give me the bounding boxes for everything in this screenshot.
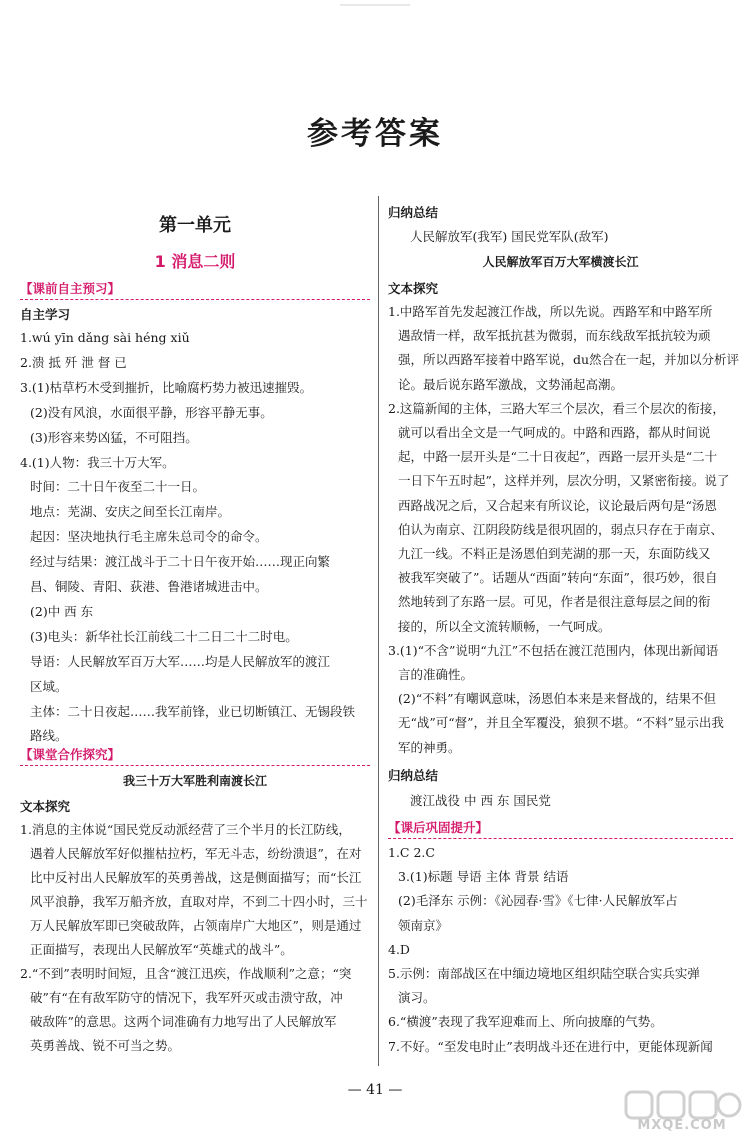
- answer-line: 西路战况之后，又合起来有所议论，议论最后两句是“汤恩: [398, 497, 717, 513]
- answer-line: 2.这篇新闻的主体，三路大军三个层次，看三个层次的衔接，: [388, 400, 725, 416]
- answer-line: 1.C 2.C: [388, 845, 435, 860]
- answer-line: 3.(1)枯草朽木受到摧折，比喻腐朽势力被迅速摧毁。: [20, 379, 313, 395]
- section-tag-label: 【课前自主预习】: [20, 281, 121, 296]
- answer-line: 破敌阵”的意思。这两个词准确有力地写出了人民解放军: [30, 1014, 337, 1029]
- answer-line: 4.D: [388, 941, 410, 957]
- answer-line: 然地转到了东路一层。可见，作者是很注意每层之间的衔: [398, 594, 711, 610]
- answer-line: 比中反衬出人民解放军的英勇善战，这是侧面描写；而“长江: [30, 870, 362, 885]
- sub-heading: 归纳总结: [388, 768, 439, 783]
- answer-line: 领南京》: [398, 917, 449, 933]
- answer-line: 导语：人民解放军百万大军……均是人民解放军的渡江: [30, 653, 331, 669]
- sub-heading: 文本探究: [388, 281, 439, 296]
- answer-line: 1.中路军首先发起渡江作战，所以先说。西路军和中路军所: [388, 304, 713, 319]
- section-rule: [20, 765, 370, 766]
- answer-line: 7.不好。“至发电时止”表明战斗还在进行中，更能体现新闻: [388, 1038, 713, 1054]
- answer-line: 2.“不到”表明时间短，且含“渡江迅疾，作战顺利”之意；“突: [20, 966, 352, 981]
- answer-line: 接的，所以全文流转顺畅，一气呵成。: [398, 618, 611, 634]
- watermark-stamp-icon: [622, 1088, 742, 1122]
- answer-line: 被我军突破了”。话题从“西面”转向“东面”，很巧妙，很自: [398, 570, 718, 586]
- section-tag-label: 【课后巩固提升】: [388, 820, 489, 835]
- sub-heading: 文本探究: [20, 799, 71, 814]
- answer-line: 九江一线。不料正是汤恩伯到芜湖的那一天，东面防线又: [398, 546, 711, 561]
- answer-line: 遇着人民解放军好似摧枯拉朽，军无斗志，纷纷溃退”，在对: [30, 846, 362, 861]
- section-rule: [20, 299, 370, 300]
- news-title: 我三十万大军胜利南渡长江: [122, 774, 267, 788]
- lesson-title: 1 消息二则: [154, 252, 236, 271]
- answer-line: 演习。: [398, 990, 436, 1006]
- summary-line: 渡江战役 中 西 东 国民党: [410, 793, 551, 808]
- answer-line: 军的神勇。: [398, 739, 461, 755]
- answer-line: (2)毛泽东 示例：《沁园春·雪》《七律·人民解放军占: [398, 893, 678, 909]
- sub-heading: 自主学习: [20, 307, 71, 322]
- answer-line: 一日下午五时起”，这样并列，层次分明，又紧密衔接。说了: [398, 473, 730, 489]
- sub-heading: 归纳总结: [388, 205, 439, 220]
- answer-line: 地点：芜湖、安庆之间至长江南岸。: [30, 504, 231, 520]
- answer-line: 伯认为南京、江阴段防线是很巩固的，弱点只存在于南京、: [398, 521, 724, 537]
- section-tag-after: [388, 818, 733, 838]
- answer-line: (3)电头：新华社长江前线二十二日二十二时电。: [30, 628, 298, 644]
- answer-line: 路线。: [30, 728, 68, 744]
- answer-line: 正面描写，表现出人民解放军“英雄式的战斗”。: [30, 942, 293, 957]
- column-divider: [378, 196, 379, 1066]
- answer-line: 时间：二十日午夜至二十一日。: [30, 479, 206, 495]
- answer-line: 起因：坚决地执行毛主席朱总司令的命令。: [30, 529, 268, 545]
- watermark-logo: [622, 1088, 742, 1134]
- answer-line: (2)没有风浪，水面很平静，形容平静无事。: [30, 404, 273, 420]
- answer-line: 论。最后说东路军激战，文势涌起高潮。: [398, 376, 624, 392]
- answer-line: 万人民解放军即已突破敌阵，占领南岸广大地区”，则是通过: [30, 918, 362, 933]
- answer-line: 3.(1)标题 导语 主体 背景 结语: [398, 869, 569, 885]
- answer-line: 就可以看出全文是一气呵成的。中路和西路，都从时间说: [398, 425, 711, 440]
- answer-line: 起，中路一层开头是“二十日夜起”，西路一层开头是“二十: [398, 449, 718, 465]
- answer-line: 强，所以西路军接着中路军说，du然合在一起，并加以分析评: [398, 352, 740, 368]
- answer-line: 昌、铜陵、青阳、荻港、鲁港诸城进击中。: [30, 579, 268, 594]
- answer-line: 英勇善战、锐不可当之势。: [30, 1038, 181, 1053]
- section-rule: [388, 838, 733, 839]
- answer-line: (3)形容来势凶猛，不可阻挡。: [30, 429, 198, 445]
- summary-line: 人民解放军(我军) 国民党军队(敌军): [410, 229, 609, 244]
- answer-line: 言的准确性。: [398, 667, 474, 682]
- watermark-text: MXQE.COM: [637, 1118, 727, 1133]
- answer-line: 1.消息的主体说“国民党反动派经营了三个半月的长江防线，: [20, 822, 351, 837]
- page-title: 参考答案: [307, 116, 443, 152]
- answer-line: 主体：二十日夜起……我军前锋，业已切断镇江、无锡段铁: [30, 703, 356, 719]
- unit-title: 第一单元: [159, 215, 231, 236]
- answer-line: 经过与结果：渡江战斗于二十日午夜开始……现正向繁: [30, 554, 331, 570]
- page-number: — 41 —: [347, 1082, 403, 1098]
- answer-line: 4.(1)人物：我三十万大军。: [20, 454, 175, 470]
- answer-line: 破”有“在有敌军防守的情况下，我军歼灭或击溃守敌，冲: [30, 990, 343, 1005]
- news-title: 人民解放军百万大军横渡长江: [482, 255, 639, 269]
- answer-line: 3.(1)“不含”说明“九江”不包括在渡江范围内，体现出新闻语: [388, 642, 719, 658]
- section-tag-class: [20, 745, 370, 765]
- answer-line: (2)中 西 东: [30, 603, 94, 619]
- answer-line: 6.“横渡”表现了我军迎难而上、所向披靡的气势。: [388, 1014, 663, 1030]
- answer-line: 2.溃 抵 歼 泄 督 已: [20, 354, 127, 370]
- answer-line: 5.示例：南部战区在中缅边境地区组织陆空联合实兵实弹: [388, 966, 700, 981]
- answer-line: 遇敌情一样，敌军抵抗甚为微弱，而东线敌军抵抗较为顽: [398, 328, 711, 344]
- answer-line: 无“战”可“督”，并且全军覆没，狼狈不堪。“不料”显示出我: [398, 715, 724, 731]
- section-tag-preview: [20, 279, 370, 299]
- answer-line: (2)“不料”有嘲讽意味，汤恩伯本来是来督战的，结果不但: [398, 691, 716, 707]
- answer-line: 风平浪静，我军万船齐放，直取对岸，不到二十四小时，三十: [30, 894, 368, 909]
- answer-line: 区域。: [30, 678, 68, 694]
- answer-line: 1.wú yīn dǎng sài héng xiǔ: [20, 330, 190, 345]
- scan-top-mark: [340, 4, 410, 6]
- section-tag-label: 【课堂合作探究】: [20, 747, 121, 762]
